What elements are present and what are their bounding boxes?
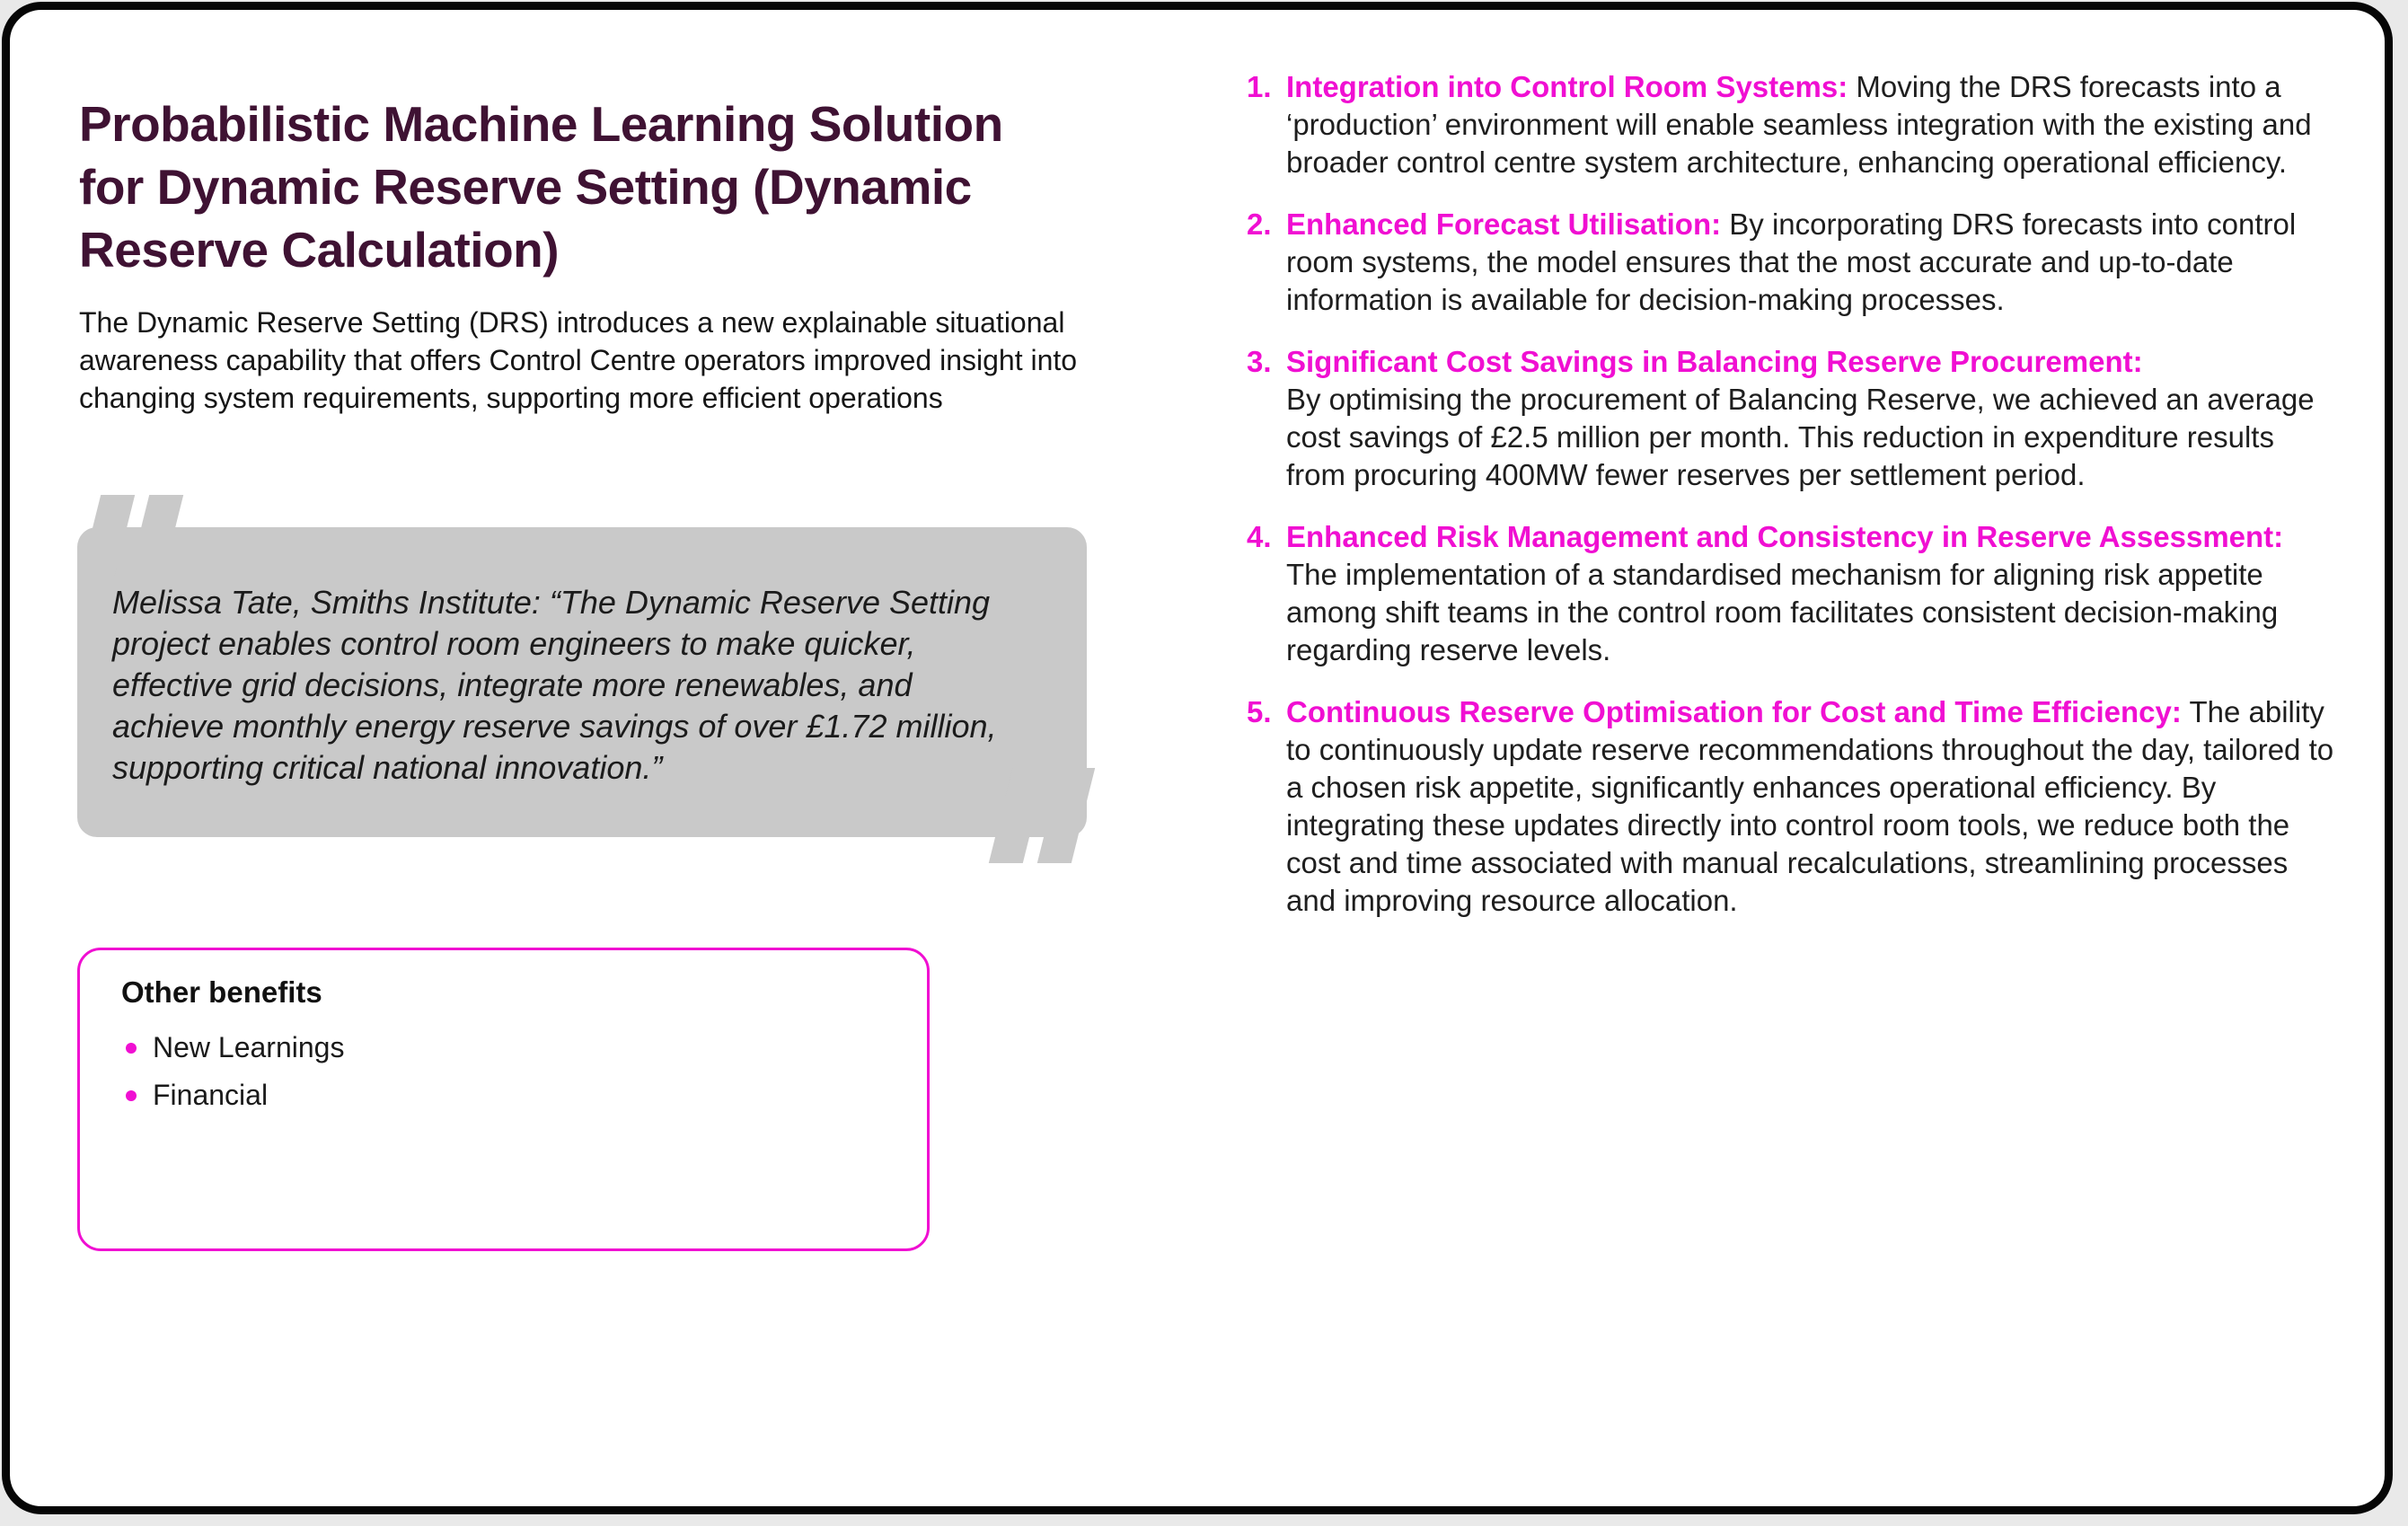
page-title-line-2: for Dynamic Reserve Setting (Dynamic — [79, 158, 972, 215]
key-benefits-list — [1247, 68, 2341, 944]
page-title-line-3: Reserve Calculation) — [79, 221, 560, 278]
benefit-label: Financial — [153, 1079, 269, 1111]
item-heading: Enhanced Risk Management and Consistency in Reserve Assessment: — [1286, 520, 2284, 553]
item-body: Moving the DRS forecasts into a ‘production’ environment will enable seamless integration with the existing and broader control centre system architecture, enhancing operational efficiency. — [1286, 70, 2312, 179]
numbered-item-1 — [1247, 68, 2341, 181]
quote-close-icon — [1001, 768, 1083, 863]
item-heading: Continuous Reserve Optimisation for Cost and Time Efficiency: — [1286, 695, 2182, 728]
numbered-item-3 — [1247, 343, 2341, 494]
other-benefits-heading: Other benefits — [121, 975, 322, 1009]
benefit-label: New Learnings — [153, 1031, 345, 1063]
quote-text: Melissa Tate, Smiths Institute: “The Dynamic Reserve Setting project enables control room engineers to make quicker, effective grid decisions, integrate more renewables, and achieve monthly energy reserve savings of over £1.72 million, supporting critical national innovation.” — [112, 584, 997, 786]
list-item — [80, 1024, 909, 1072]
item-number: 2. — [1247, 207, 1272, 241]
quote-open-icon — [89, 495, 172, 590]
intro-paragraph: The Dynamic Reserve Setting (DRS) introduces a new explainable situational awareness capability that offers Control Centre operators improved insight into changing system requirements, supporting more efficient operations — [79, 306, 1078, 414]
other-benefits-box — [77, 948, 930, 1251]
item-heading: Enhanced Forecast Utilisation: — [1286, 207, 1722, 241]
numbered-item-5 — [1247, 693, 2341, 920]
item-body: The implementation of a standardised mechanism for aligning risk appetite among shift teams in the control room facilitates consistent decision-making regarding reserve levels. — [1286, 558, 2279, 666]
other-benefits-list — [80, 1024, 909, 1119]
numbered-item-2 — [1247, 206, 2341, 319]
bullet-icon — [126, 1043, 137, 1054]
list-item — [80, 1072, 909, 1119]
item-body: The ability to continuously update reserve recommendations throughout the day, tailored to a chosen risk appetite, significantly enhances operational efficiency. By integrating these updates directly into control room tools, we reduce both the cost and time associated with manual recalculations, streamlining processes and improving resource allocation. — [1286, 695, 2334, 917]
item-number: 4. — [1247, 520, 1272, 553]
numbered-item-4 — [1247, 518, 2341, 669]
item-number: 5. — [1247, 695, 1272, 728]
item-body: By incorporating DRS forecasts into control room systems, the model ensures that the most accurate and up-to-date information is available for decision-making processes. — [1286, 207, 2297, 316]
item-heading: Integration into Control Room Systems: — [1286, 70, 1848, 103]
item-heading: Significant Cost Savings in Balancing Reserve Procurement: — [1286, 345, 2143, 378]
item-body: By optimising the procurement of Balancing Reserve, we achieved an average cost savings of £2.5 million per month. This reduction in expenditure results from procuring 400MW fewer reserves per settlement period. — [1286, 383, 2315, 491]
page-title — [79, 93, 1184, 281]
item-number: 3. — [1247, 345, 1272, 378]
item-number: 1. — [1247, 70, 1272, 103]
page-title-line-1: Probabilistic Machine Learning Solution — [79, 95, 1003, 152]
bullet-icon — [126, 1090, 137, 1101]
